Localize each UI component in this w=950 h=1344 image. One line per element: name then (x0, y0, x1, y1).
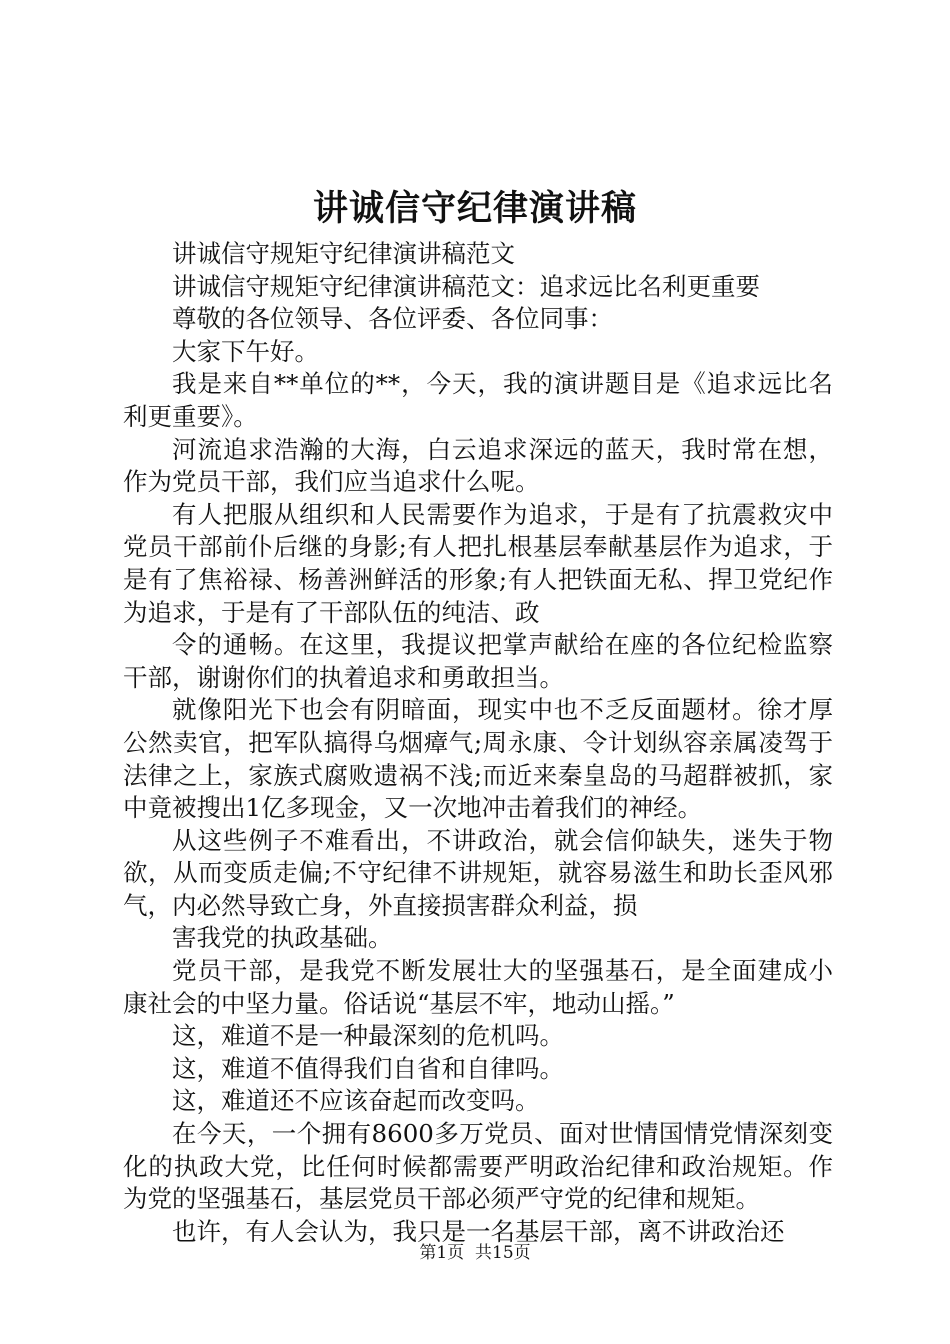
paragraph: 我是来自**单位的**，今天，我的演讲题目是《追求远比名利更重要》。 (123, 369, 833, 431)
paragraph: 这，难道不是一种最深刻的危机吗。 (172, 1021, 564, 1051)
document-body (123, 238, 833, 1248)
page-footer (0, 1242, 950, 1264)
paragraph: 在今天，一个拥有8600多万党员、面对世情国情党情深刻变化的执政大党，比任何时候都需要严明政治纪律和政治规矩。作为党的坚强基石，基层党员干部必须严守党的纪律和规矩。 (123, 1119, 833, 1214)
paragraph: 讲诚信守规矩守纪律演讲稿范文：追求远比名利更重要 (172, 271, 760, 301)
paragraph: 这，难道还不应该奋起而改变吗。 (172, 1086, 540, 1116)
paragraph: 大家下午好。 (172, 336, 319, 366)
paragraph: 河流追求浩瀚的大海，白云追求深远的蓝天，我时常在想，作为党员干部，我们应当追求什么呢。 (123, 434, 833, 497)
paragraph: 党员干部，是我党不断发展壮大的坚强基石，是全面建成小康社会的中坚力量。俗话说“基层不牢，地动山摇。” (123, 956, 833, 1018)
page-number: 第1页 (419, 1243, 465, 1263)
document-title: 讲诚信守纪律演讲稿 (312, 188, 637, 229)
paragraph: 就像阳光下也会有阴暗面，现实中也不乏反面题材。徐才厚公然卖官，把军队搞得乌烟瘴气;周永康、令计划纵容亲属凌驾于法律之上，家族式腐败遗祸不浅;而近来秦皇岛的马超群被抓，家中竟被搜出1亿多现金，又一次地冲击着我们的神经。 (123, 695, 833, 823)
paragraph: 也许，有人会认为，我只是一名基层干部，离不讲政治还 (172, 1216, 785, 1246)
paragraph: 害我党的执政基础。 (172, 923, 393, 953)
paragraph: 讲诚信守规矩守纪律演讲稿范文 (172, 239, 515, 268)
paragraph: 从这些例子不难看出，不讲政治，就会信仰缺失，迷失于物欲，从而变质走偏;不守纪律不讲规矩，就容易滋生和助长歪风邪气，内必然导致亡身，外直接损害群众利益，损 (123, 825, 833, 920)
paragraph: 这，难道不值得我们自省和自律吗。 (172, 1053, 564, 1083)
paragraph: 有人把服从组织和人民需要作为追求，于是有了抗震救灾中党员干部前仆后继的身影;有人把扎根基层奉献基层作为追求，于是有了焦裕禄、杨善洲鲜活的形象;有人把铁面无私、捍卫党纪作为追求，于是有了干部队伍的纯洁、政 (123, 499, 833, 627)
paragraph: 令的通畅。在这里，我提议把掌声献给在座的各位纪检监察干部，谢谢你们的执着追求和勇敢担当。 (123, 630, 833, 692)
paragraph: 尊敬的各位领导、各位评委、各位同事： (172, 304, 613, 334)
page-total: 共15页 (475, 1243, 531, 1263)
